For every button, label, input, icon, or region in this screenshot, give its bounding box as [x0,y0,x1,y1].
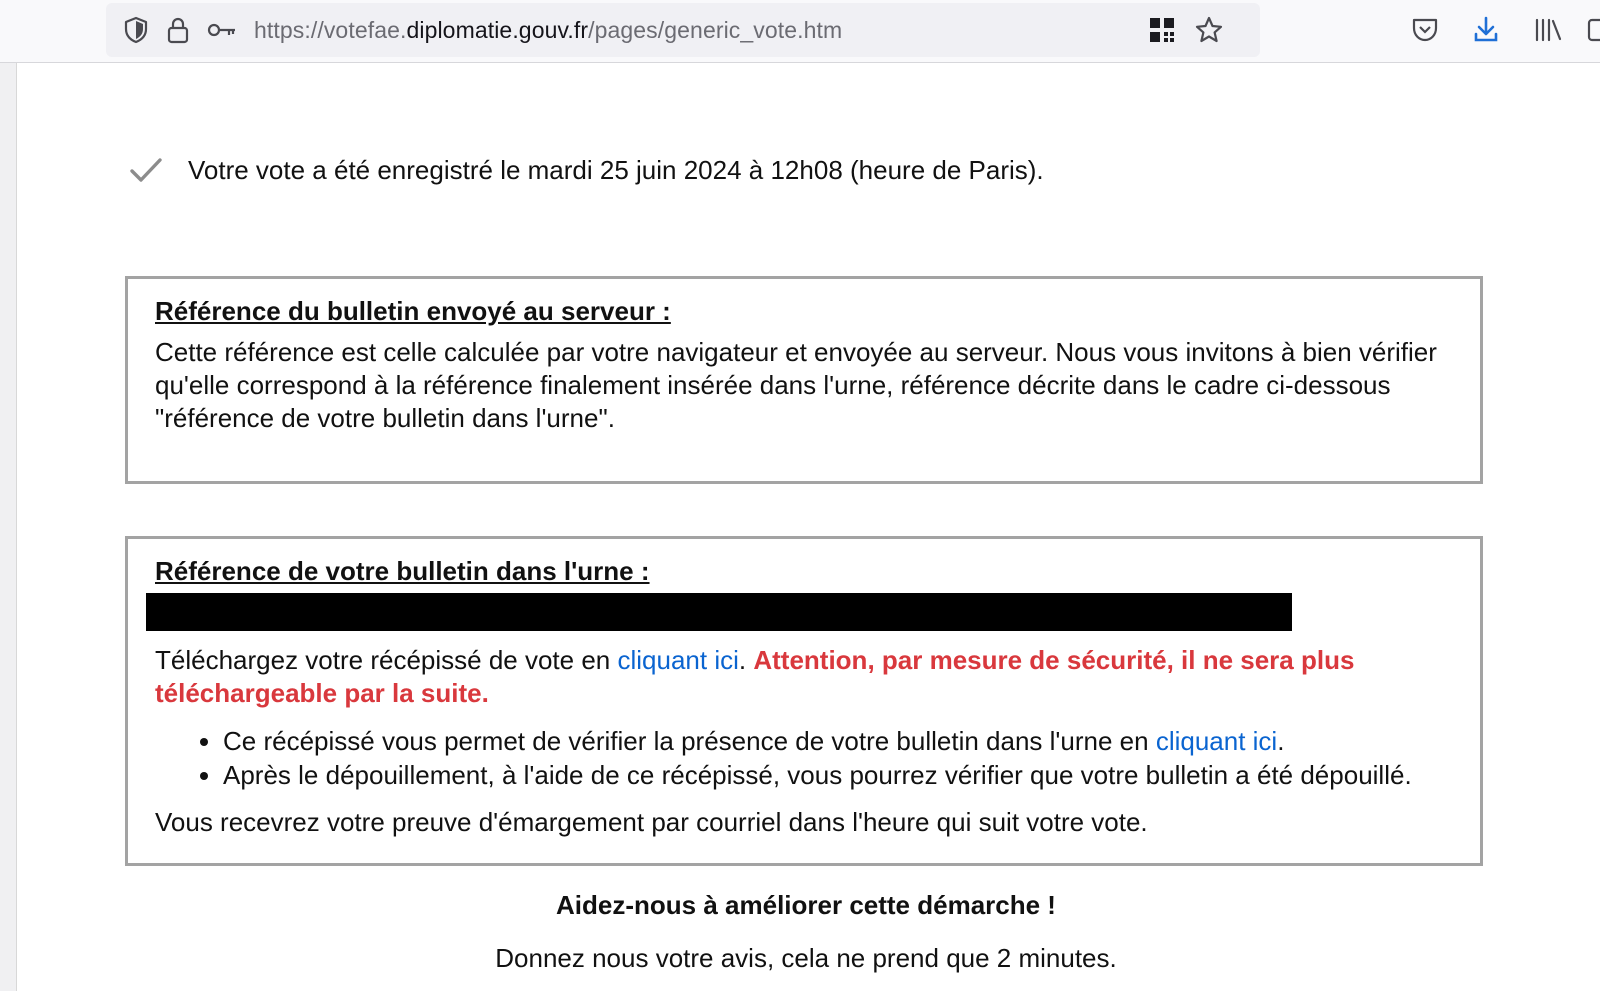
key-icon[interactable] [206,14,238,46]
url-scheme: https://votefae. [254,17,407,43]
qr-code-icon[interactable] [1146,14,1178,46]
address-bar[interactable] [106,3,1260,57]
redacted-reference-value [146,593,1292,631]
server-reference-title: Référence du bulletin envoyé au serveur : [155,296,671,326]
lock-icon[interactable] [162,14,194,46]
bullet1-after: . [1277,726,1285,756]
server-reference-description: Cette référence est celle calculée par votre navigateur et envoyée au serveur. Nous vous invitons à bien vérifier qu'elle correspond à la référence finalement insérée dans l'urne, référence décrite dans le cadre ci-dessous "référence de votre bulletin dans l'urne". [155,337,1437,433]
bookmark-star-icon[interactable] [1193,14,1225,46]
pocket-icon[interactable] [1409,14,1441,46]
shield-icon[interactable] [120,14,152,46]
library-icon[interactable] [1532,14,1564,46]
bullet2-text: Après le dépouillement, à l'aide de ce récépissé, vous pourrez vérifier que votre bulletin a été dépouillé. [223,760,1412,790]
download-icon[interactable] [1470,13,1502,45]
ballot-reference-title: Référence de votre bulletin dans l'urne : [155,556,650,586]
list-item [223,758,1533,792]
url-path: /pages/generic_vote.htm [588,17,843,43]
security-warning: Attention, par mesure de sécurité, il ne sera plus téléchargeable par la suite. [155,645,1355,708]
page-left-margin [0,63,17,991]
browser-toolbar [0,0,1600,63]
list-item [223,724,1533,758]
vote-confirmation [128,150,1044,190]
server-reference-box [125,276,1483,484]
verify-ballot-link[interactable]: cliquant ici [1155,726,1278,756]
download-text: Téléchargez votre récépissé de vote en [155,645,618,675]
receipt-info-list [155,724,1533,792]
url-text[interactable] [254,17,842,44]
feedback-subtitle: Donnez nous votre avis, cela ne prend que 2 minutes. [495,943,1117,973]
sidebar-icon[interactable] [1586,14,1600,46]
download-receipt-paragraph [155,644,1455,710]
bullet1-text: Ce récépissé vous permet de vérifier la présence de votre bulletin dans l'urne en [223,726,1156,756]
url-host: diplomatie.gouv.fr [406,17,589,43]
download-receipt-link[interactable]: cliquant ici [617,645,739,675]
confirmation-text: Votre vote a été enregistré le mardi 25 juin 2024 à 12h08 (heure de Paris). [188,154,1044,185]
ballot-reference-box [125,536,1483,866]
feedback-title: Aidez-nous à améliorer cette démarche ! [556,890,1056,920]
download-after: . [738,645,747,675]
checkmark-icon [128,152,164,188]
email-proof-notice: Vous recevrez votre preuve d'émargement par courriel dans l'heure qui suit votre vote. [155,807,1148,837]
